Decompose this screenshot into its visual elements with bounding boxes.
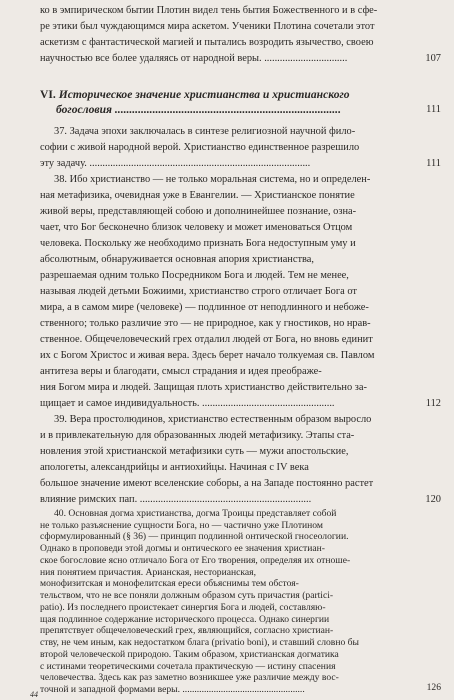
paragraph-line: и в привлекательную для образованных людей метафизику. Этапы ста- — [40, 430, 355, 441]
intro-line: ре этики был чуждающимся мира аскетом. Ученики Плотина сочетали этот — [40, 21, 375, 32]
paragraph-line: абсолютным, обнаруживается основная апория христианства, — [40, 254, 315, 265]
section-number: VI. — [40, 88, 56, 101]
paragraph-line: сформулированный (§ 36) — принцип подлинной онтической гносеологии. — [40, 531, 349, 543]
page-ref: 111 — [426, 104, 441, 115]
paragraph-line: 40. Основная догма христианства, догма Троицы представляет собой — [54, 508, 337, 519]
intro-line: научностью все более удаляясь от народной веры. ................................ — [40, 53, 348, 64]
paragraph-line: щая подлинное содержание исторического процесса. Однако синергии — [40, 613, 330, 625]
paragraph-line: апологеты, александрийцы и антиохийцы. Начиная с IV века — [40, 462, 309, 473]
paragraph-line: чает, что Бог бесконечно близок человеку и может именоваться Отцом — [40, 222, 353, 233]
paragraph-line: 39. Вера простолюдинов, христианство естественным образом выросло — [54, 414, 372, 425]
paragraph-line: точной и западной формами веры. ................................................... — [40, 684, 305, 695]
paragraph-line: ная метафизика, очевидная уже в Евангелии. — Христианское понятие — [40, 190, 355, 201]
paragraph-line: тельством, что не все поняли должным образом суть причастия (partici- — [40, 590, 334, 602]
intro-line: аскетизм с фантастической магией и пытались возродить язычество, своею — [40, 37, 374, 48]
intro-line: ко в эмпирическом бытии Плотин видел тень бытия Божественного и в сфе- — [40, 5, 378, 16]
footer-page-number: 44 — [30, 690, 38, 699]
paragraph-line: ния Богом мира и людей. Защищая плоть христианство действительно за- — [40, 382, 367, 393]
paragraph-line: с истинами теоретическими сочетала практическую — истину спасения — [40, 660, 336, 672]
paragraph-line: patio). Из последнего проистекает синергия Бога и людей, составляю- — [40, 601, 326, 613]
paragraph-line: ственное. Общечеловеческий грех отдалил людей от Бога, но вновь единит — [40, 334, 373, 345]
page-ref: 107 — [425, 53, 441, 64]
paragraph-line: ния понятием причастия. Арианская, несторианская, — [40, 566, 256, 578]
paragraph-line: влияние римских пап. .................................................................. — [40, 494, 312, 505]
paragraph-line: ственного; только различие это — не природное, как у гностиков, но нрав- — [40, 318, 371, 329]
paragraph-line: щищает и самое индивидуальность. ................................................... — [40, 398, 335, 409]
page-ref: 111 — [426, 158, 441, 169]
paragraph-line: не только разъяснение сущности Бога, но — частично уже Плотином — [40, 519, 323, 531]
paragraph-line: препятствует общечеловеческий грех, являющийся, согласно христиан- — [40, 625, 334, 637]
paragraph-line: их с Богом Христос и живая вера. Здесь берет начало толкуемая св. Павлом — [40, 350, 375, 361]
page-ref: 112 — [425, 398, 441, 409]
paragraph-line: софии с живой народной верой. Христианство единственное разрешило — [40, 142, 360, 153]
paragraph-line: человечества. Здесь как раз заметно возникшее уже различие между вос- — [40, 672, 339, 684]
paragraph-line: второй человеческой природою. Таким образом, христианская догматика — [40, 648, 339, 660]
paragraph-line: антитеза веры и благодати, смысл страдания и идея преображе- — [40, 366, 322, 377]
paragraph-line: разрешаемая одним только Посредником Бога и людей. Тем не менее, — [40, 270, 349, 281]
paragraph-line: ству, не чем иным, как недостатком блага (privatio boni), и ставший словно бы — [40, 637, 359, 649]
paragraph-line: мира, а в самом мире (человеке) — подлинное от неподлинного и небоже- — [40, 302, 369, 313]
paragraph-line: новления этой христианской метафизики суть — мужи апостольские, — [40, 446, 349, 457]
paragraph-line: большое значение имеют вселенские соборы, а на Западе постоянно растет — [40, 478, 374, 489]
paragraph-line: 37. Задача эпохи заключалась в синтезе религиозной научной фило- — [54, 126, 356, 137]
page-ref: 120 — [425, 494, 441, 505]
section-title: Историческое значение христианства и христианского — [58, 88, 350, 101]
page-ref: 126 — [426, 682, 441, 693]
section-heading — [40, 87, 425, 103]
paragraph-line: человека. Поскольку же необходимо признать Бога недоступным уму и — [40, 238, 356, 249]
paragraph-line: ское богословие ясно отличало Бога от Его творения, определяя их отноше- — [40, 554, 351, 566]
section-title-cont: богословия .............................................................................. — [56, 103, 341, 116]
paragraph-line: эту задачу. ..................................................................................... — [40, 158, 311, 169]
paragraph-line: живой веры, представляющей собою и дополнинейшее познание, озна- — [40, 206, 357, 217]
paragraph-line: Однако в проповеди этой догмы и онтического ее значения христиан- — [40, 543, 325, 555]
paragraph-line: называя людей детьми Божиими, христианство строго отличает Бога от — [40, 286, 357, 297]
paragraph-line: 38. Ибо христианство — не только моральная система, но и определен- — [54, 174, 371, 185]
paragraph-line: монофизитская и монофелитская ереси объяснимы тем обстоя- — [40, 578, 299, 590]
